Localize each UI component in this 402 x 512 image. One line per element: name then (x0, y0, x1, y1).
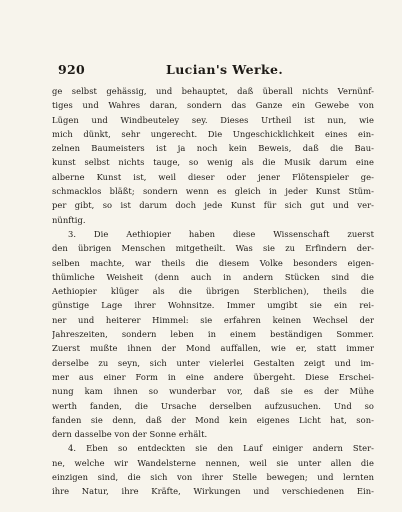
text-line: schmacklos bläßt; sondern wenn es gleich in jeder Kunst Stüm- (52, 186, 374, 197)
text-line: ner und heiterer Himmel: sie erfahren keinen Wechsel der (52, 314, 374, 325)
text-line: tiges und Wahres daran, sondern das Ganze ein Gewebe von (52, 100, 374, 111)
text-line: nünftig. (52, 214, 86, 225)
text-line: per gibt, so ist darum doch jede Kunst für sich gut und ver- (52, 200, 374, 211)
text-line: Lügen und Windbeuteley sey. Dieses Urtheil ist nun, wie (52, 114, 374, 125)
text-line: zelnen Baumeisters ist ja noch kein Beweis, daß die Bau- (52, 143, 374, 154)
page-header (58, 62, 368, 78)
text-line: derselbe zu seyn, sich unter vielerlei Gestalten zeigt und im- (52, 357, 374, 368)
text-line: thümliche Weisheit (denn auch in andern Stücken sind die (52, 271, 374, 282)
text-line: dern dasselbe von der Sonne erhält. (52, 429, 208, 440)
text-line: mer aus einer Form in eine andere übergeht. Diese Erschei- (52, 371, 374, 382)
text-line: Jahreszeiten, sondern leben in einem beständigen Sommer. (52, 329, 374, 340)
text-line: Aethiopier klüger als die übrigen Sterblichen), theils die (52, 286, 374, 297)
text-line: den übrigen Menschen mitgetheilt. Was sie zu Erfindern der- (52, 243, 374, 254)
text-line: günstige Lage ihrer Wohnsitze. Immer umgibt sie ein rei- (52, 300, 374, 311)
text-line: nung kam ihnen so wunderbar vor, daß sie es der Mühe (52, 386, 374, 397)
text-line: Zuerst mußte ihnen der Mond auffallen, wie er, statt immer (52, 343, 374, 354)
page-number: 920 (58, 62, 85, 77)
text-line: selben machte, war theils die diesem Volke besonders eigen- (52, 257, 374, 268)
text-line: einzigen sind, die sich von ihrer Stelle bewegen; und lernten (52, 472, 374, 483)
text-line: fanden sie denn, daß der Mond kein eigenes Licht hat, son- (52, 414, 374, 425)
running-title: Lucian's Werke. (166, 62, 284, 77)
text-line: werth fanden, die Ursache derselben aufzusuchen. Und so (52, 400, 374, 411)
body-text (52, 84, 374, 499)
text-line: ihre Natur, ihre Kräfte, Wirkungen und verschiedenen Ein- (52, 486, 374, 497)
text-line: 4. Eben so entdeckten sie den Lauf einiger andern Ster- (68, 443, 374, 454)
text-line: mich dünkt, sehr ungerecht. Die Ungeschicklichkeit eines ein- (52, 128, 374, 139)
text-line: ne, welche wir Wandelsterne nennen, weil sie unter allen die (52, 457, 374, 468)
text-line: 3. Die Aethiopier haben diese Wissenschaft zuerst (68, 228, 374, 239)
text-line: ge selbst gehässig, und behauptet, daß überall nichts Vernünf- (52, 86, 374, 96)
text-line: kunst selbst nichts tauge, so wenig als die Musik darum eine (52, 157, 374, 168)
text-line: alberne Kunst ist, weil dieser oder jener Flötenspieler ge- (52, 171, 374, 182)
